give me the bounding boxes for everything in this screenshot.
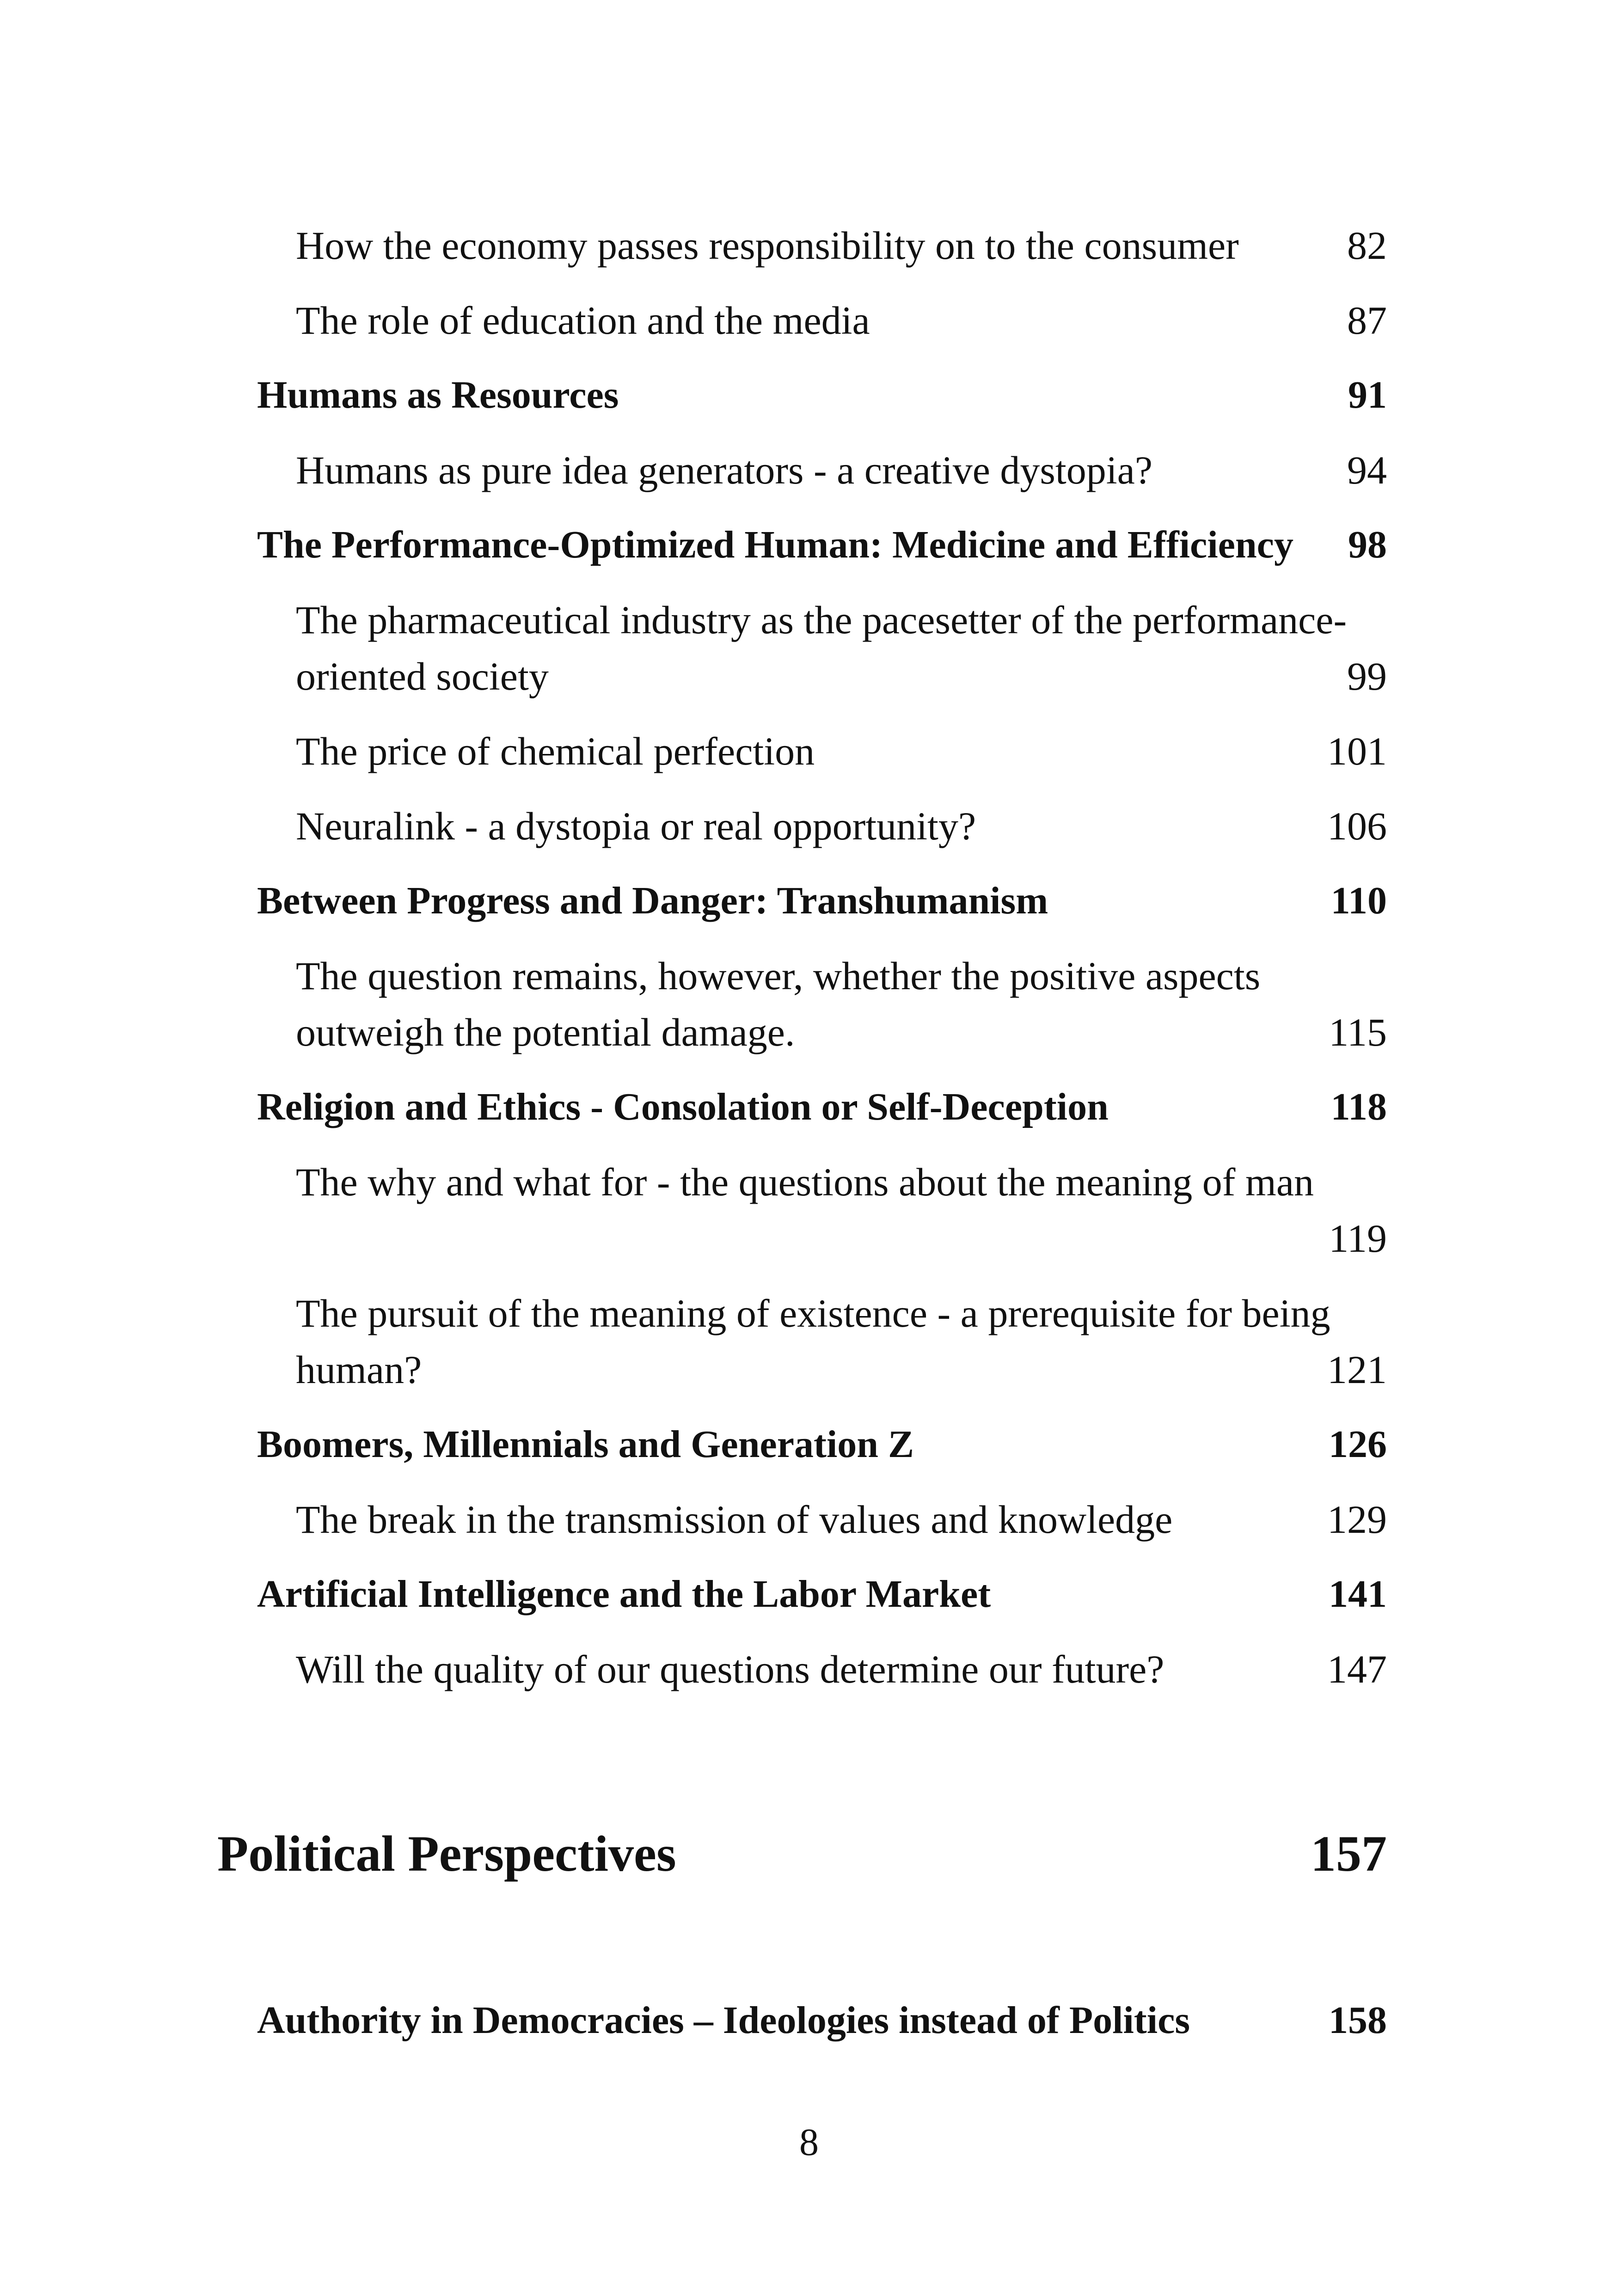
- chapter-title: The Performance-Optimized Human: Medicine and Efficiency: [257, 523, 1293, 566]
- chapter-title: Boomers, Millennials and Generation Z: [257, 1423, 914, 1466]
- chapter-page-number: 98: [1348, 523, 1387, 566]
- entry-page-number: 147: [1327, 1647, 1387, 1691]
- entry-page-number: 119: [1329, 1216, 1387, 1261]
- entry-title: The price of chemical perfection: [296, 729, 815, 773]
- entry-page-number: 94: [1347, 448, 1387, 492]
- chapter-title: Religion and Ethics - Consolation or Self-Deception: [257, 1085, 1109, 1128]
- entry-page-number: 101: [1327, 729, 1387, 773]
- chapter-title: Authority in Democracies – Ideologies instead of Politics: [257, 1999, 1190, 2042]
- chapter-page-number: 126: [1329, 1423, 1387, 1466]
- entry-title: The break in the transmission of values and knowledge: [296, 1497, 1173, 1542]
- chapter-title: Artificial Intelligence and the Labor Market: [257, 1573, 991, 1616]
- entry-title: Will the quality of our questions determine our future?: [296, 1647, 1164, 1691]
- entry-page-number: 99: [1347, 654, 1387, 698]
- entry-title: Humans as pure idea generators - a creative dystopia?: [296, 448, 1152, 492]
- entry-title: Neuralink - a dystopia or real opportunity?: [296, 804, 976, 848]
- chapter-page-number: 118: [1330, 1085, 1387, 1128]
- entry-page-number: 82: [1347, 223, 1387, 268]
- page-number-footer: 8: [799, 2121, 819, 2164]
- part-page-number: 157: [1311, 1825, 1387, 1882]
- chapter-page-number: 158: [1329, 1999, 1387, 2042]
- entry-title: The role of education and the media: [296, 298, 870, 343]
- part-title: Political Perspectives: [217, 1825, 676, 1882]
- entry-page-number: 115: [1329, 1010, 1387, 1054]
- entry-title: The pharmaceutical industry as the pacesetter of the performance-oriented society: [296, 598, 1347, 698]
- chapter-title: Between Progress and Danger: Transhumanism: [257, 879, 1048, 922]
- entry-page-number: 106: [1327, 804, 1387, 848]
- entry-title: The pursuit of the meaning of existence - a prerequisite for being human?: [296, 1291, 1330, 1392]
- entry-page-number: 121: [1327, 1347, 1387, 1392]
- entry-title: How the economy passes responsibility on to the consumer: [296, 223, 1239, 268]
- entry-page-number: 87: [1347, 298, 1387, 343]
- entry-title: The question remains, however, whether the positive aspects outweigh the potential damage.: [296, 954, 1261, 1054]
- entry-title: The why and what for - the questions about the meaning of man: [296, 1160, 1314, 1204]
- chapter-page-number: 110: [1330, 879, 1387, 922]
- chapter-title: Humans as Resources: [257, 373, 619, 416]
- chapter-page-number: 141: [1329, 1573, 1387, 1616]
- entry-page-number: 129: [1327, 1497, 1387, 1542]
- chapter-page-number: 91: [1348, 373, 1387, 416]
